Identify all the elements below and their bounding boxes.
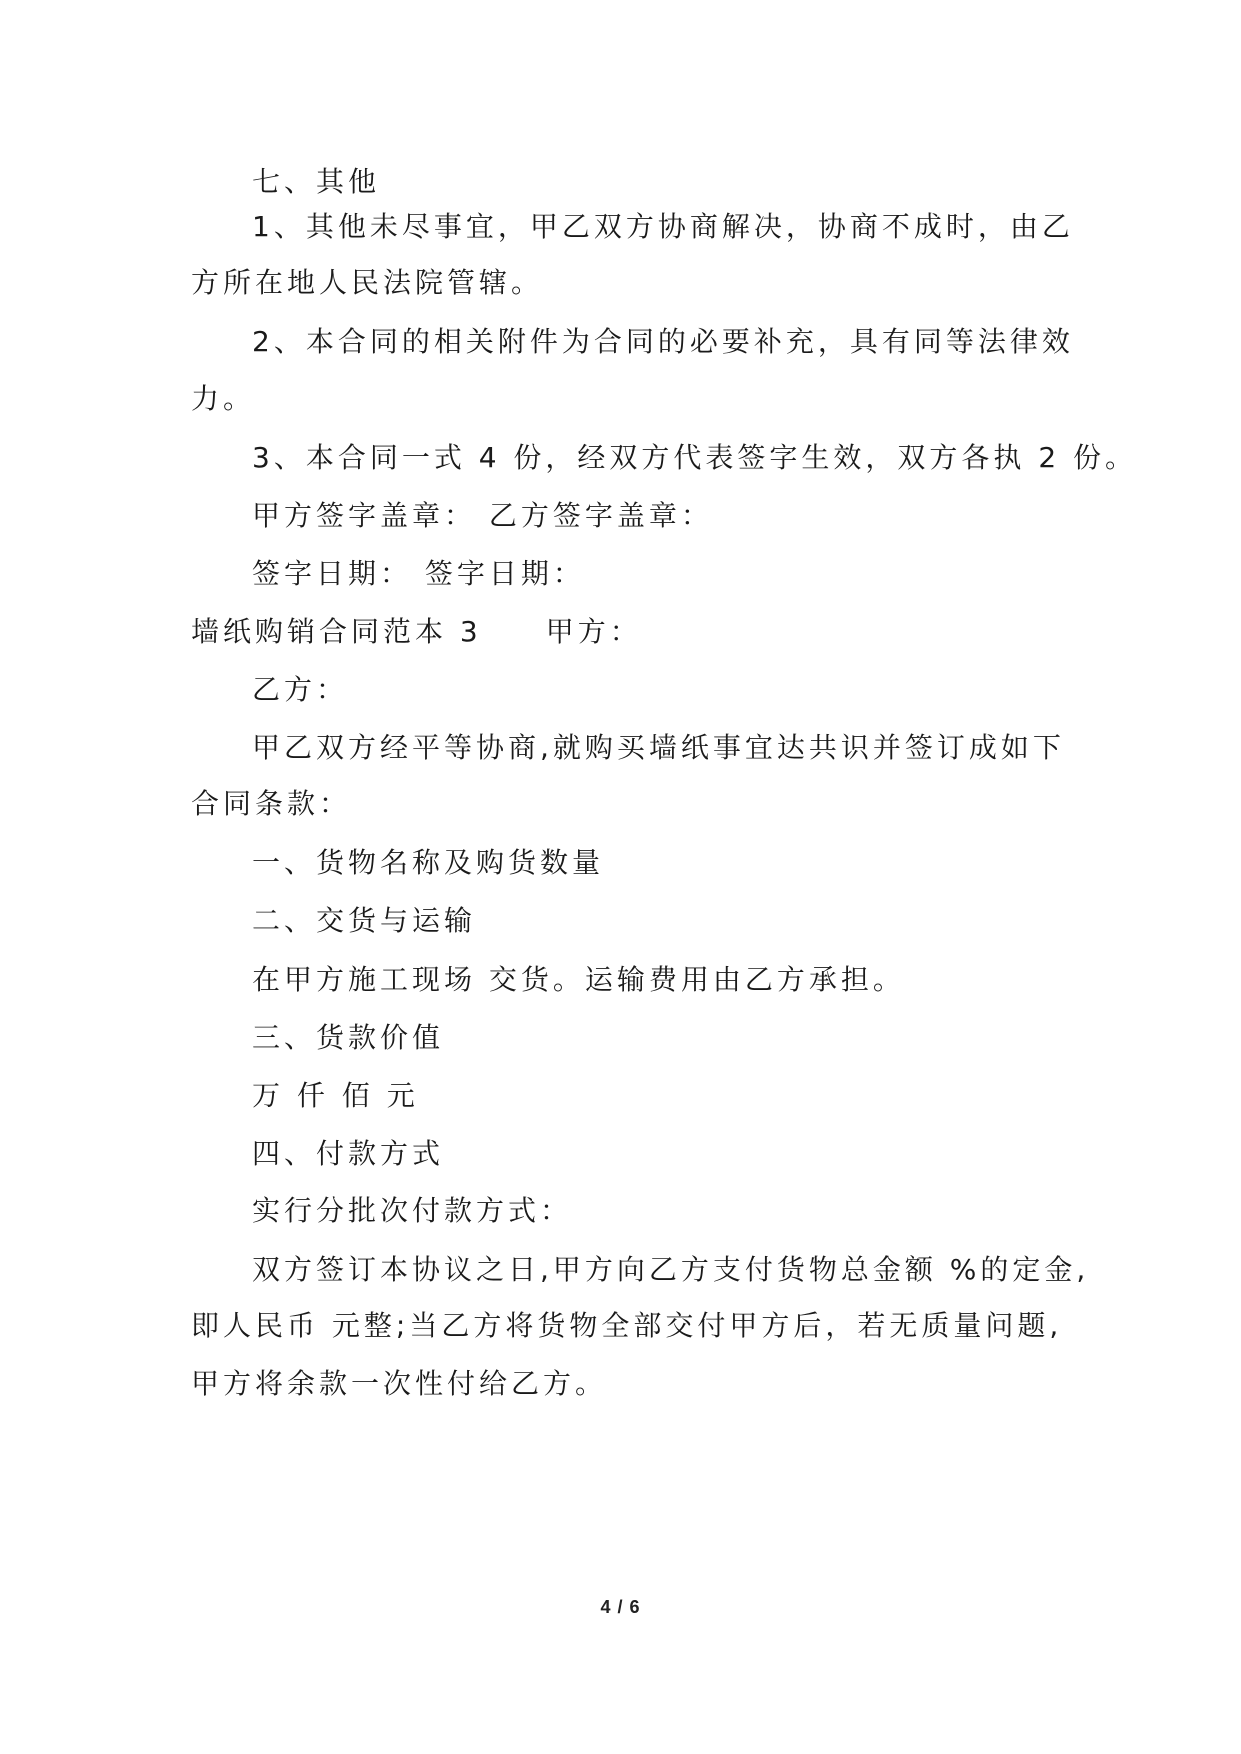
section-heading-other: 七、其他 bbox=[252, 165, 381, 198]
paragraph-line: 3、本合同一式 4 份，经双方代表签字生效，双方各执 2 份。 bbox=[252, 441, 1138, 474]
party-b-label: 乙方： bbox=[252, 673, 349, 706]
paragraph-line: 双方签订本协议之日,甲方向乙方支付货物总金额 %的定金, bbox=[252, 1253, 1090, 1286]
paragraph-line: 即人民币 元整;当乙方将货物全部交付甲方后，若无质量问题, bbox=[191, 1309, 1063, 1342]
paragraph-line: 甲乙双方经平等协商,就购买墙纸事宜达共识并签订成如下 bbox=[252, 731, 1065, 764]
page-number: 4 / 6 bbox=[600, 1597, 641, 1617]
paragraph-line: 2、本合同的相关附件为合同的必要补充，具有同等法律效 bbox=[252, 325, 1074, 358]
section-heading: 四、付款方式 bbox=[252, 1137, 445, 1170]
paragraph-line: 甲方将余款一次性付给乙方。 bbox=[191, 1367, 608, 1400]
section-heading: 一、货物名称及购货数量 bbox=[252, 846, 605, 879]
paragraph-line: 方所在地人民法院管辖。 bbox=[191, 266, 544, 299]
contract-title-row bbox=[191, 612, 642, 652]
signature-line: 甲方签字盖章： 乙方签字盖章： bbox=[252, 499, 713, 532]
amount-line: 万 仟 佰 元 bbox=[252, 1079, 419, 1112]
contract-title: 墙纸购销合同范本 3 bbox=[191, 615, 482, 648]
party-a-label: 甲方： bbox=[545, 615, 642, 648]
signature-date-line: 签字日期： 签字日期： bbox=[252, 557, 585, 590]
paragraph-line: 合同条款： bbox=[191, 787, 352, 820]
section-heading: 三、货款价值 bbox=[252, 1021, 445, 1054]
paragraph-line: 力。 bbox=[191, 382, 256, 415]
paragraph-line: 实行分批次付款方式： bbox=[252, 1194, 573, 1227]
paragraph-line: 在甲方施工现场 交货。运输费用由乙方承担。 bbox=[252, 963, 905, 996]
paragraph-line: 1、其他未尽事宜，甲乙双方协商解决，协商不成时，由乙 bbox=[252, 210, 1074, 243]
section-heading: 二、交货与运输 bbox=[252, 904, 477, 937]
